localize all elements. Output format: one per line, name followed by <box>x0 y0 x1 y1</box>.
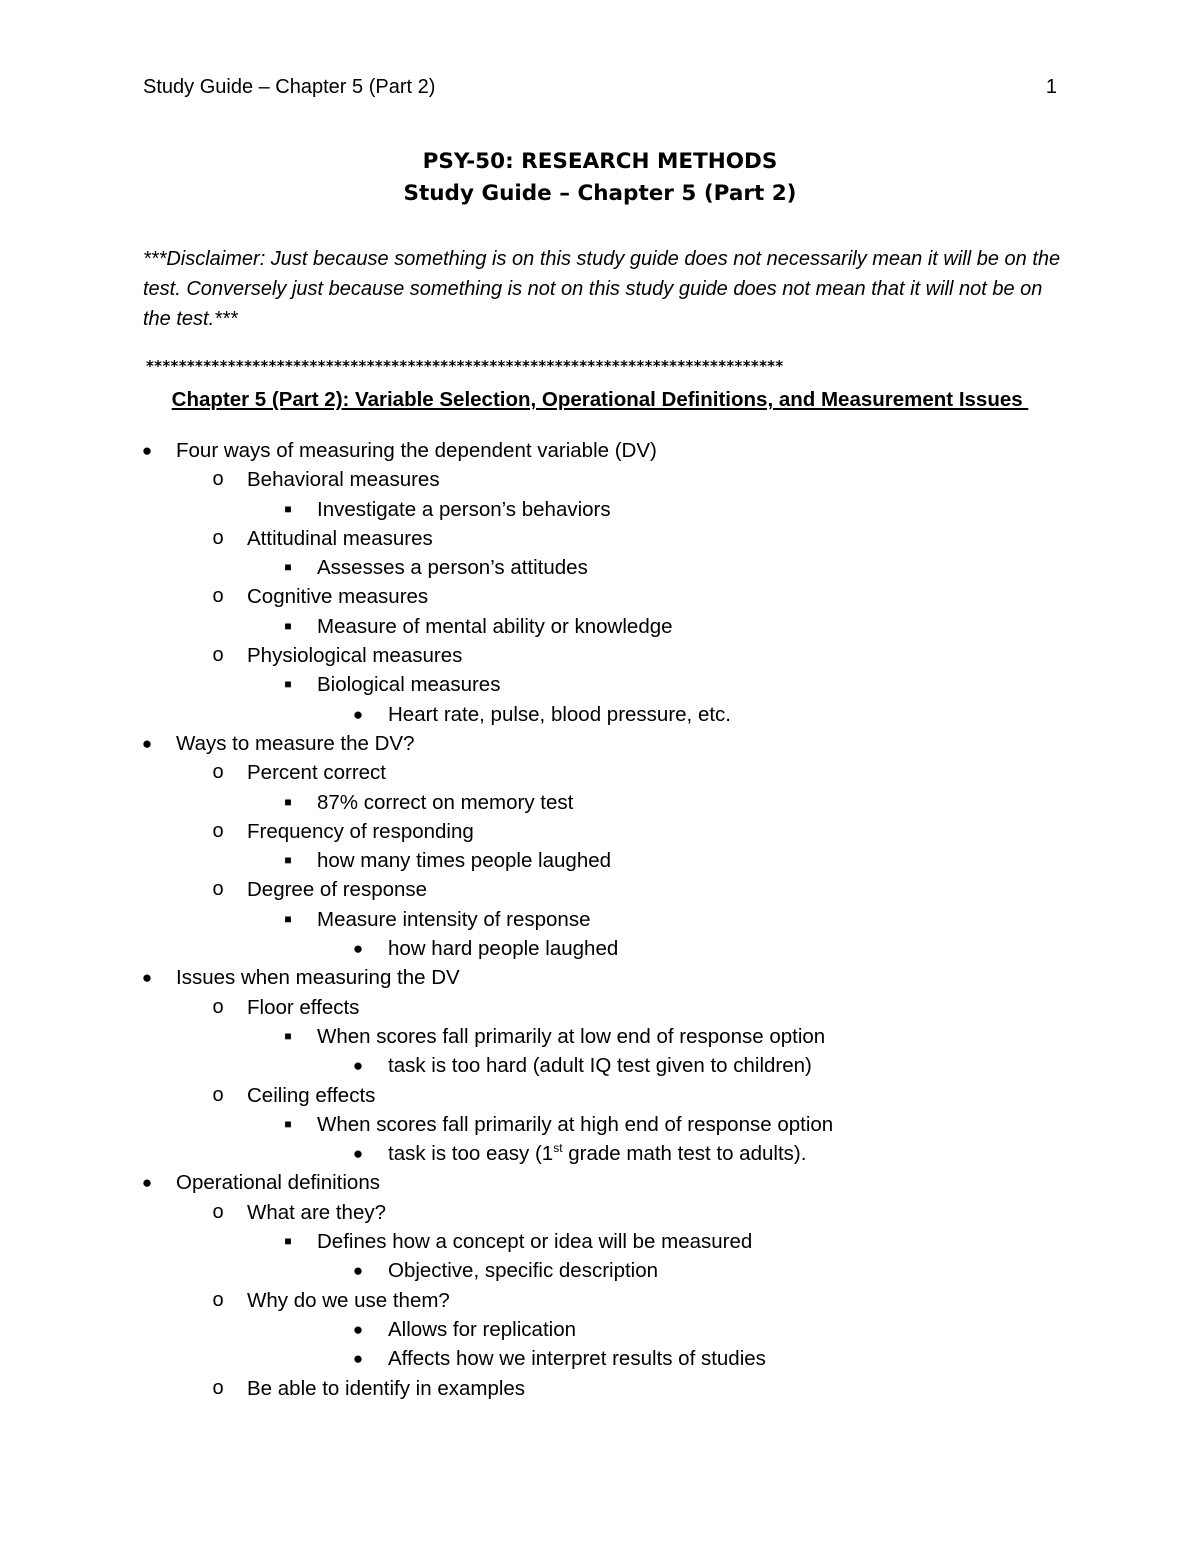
list-item-text: Defines how a concept or idea will be measured <box>317 1230 753 1254</box>
circle-bullet-icon: o <box>212 644 224 667</box>
list-item-text: Allows for replication <box>388 1317 576 1341</box>
square-bullet-icon: ■ <box>284 1234 292 1249</box>
list-item-text: 87% correct on memory test <box>317 790 574 814</box>
list-item-text: When scores fall primarily at high end of response option <box>317 1112 834 1136</box>
circle-bullet-icon: o <box>212 526 224 549</box>
list-item-text: Issues when measuring the DV <box>176 966 460 990</box>
list-item-text: Investigate a person’s behaviors <box>317 497 611 521</box>
outline-list <box>0 436 1200 1403</box>
list-item-text: When scores fall primarily at low end of response option <box>317 1024 826 1048</box>
bullet-icon: ● <box>352 1349 364 1369</box>
list-item-text: Four ways of measuring the dependent variable (DV) <box>176 439 657 462</box>
list-item <box>0 1256 1200 1285</box>
list-item-text: What are they? <box>247 1200 387 1224</box>
list-item <box>0 582 1200 611</box>
square-bullet-icon: ■ <box>284 794 292 809</box>
bullet-icon: ● <box>141 968 153 988</box>
list-item <box>0 817 1200 846</box>
list-item-text: Ways to measure the DV? <box>176 731 415 755</box>
separator-line: ****************************************************************************** <box>146 357 784 375</box>
list-item <box>0 436 1200 465</box>
list-item <box>0 670 1200 699</box>
list-item-text: Heart rate, pulse, blood pressure, etc. <box>388 702 731 726</box>
list-item-text: Behavioral measures <box>247 468 440 492</box>
square-bullet-icon: ■ <box>284 560 292 575</box>
list-item-text: Physiological measures <box>247 644 463 668</box>
bullet-icon: ● <box>352 704 364 724</box>
list-item-text: task is too easy (1st grade math test to adults). <box>388 1141 807 1166</box>
list-item <box>0 1022 1200 1051</box>
list-item <box>0 1227 1200 1256</box>
list-item <box>0 1051 1200 1080</box>
list-item <box>0 524 1200 553</box>
list-item <box>0 553 1200 582</box>
circle-bullet-icon: o <box>212 468 224 491</box>
list-item-text: task is too hard (adult IQ test given to children) <box>388 1054 812 1078</box>
list-item-text: how hard people laughed <box>388 937 619 961</box>
list-item-text: Attitudinal measures <box>247 526 433 550</box>
square-bullet-icon: ■ <box>284 853 292 868</box>
list-item-text: Cognitive measures <box>247 585 429 609</box>
course-title: PSY-50: RESEARCH METHODS <box>422 149 778 174</box>
list-item <box>0 875 1200 904</box>
list-item <box>0 700 1200 729</box>
circle-bullet-icon: o <box>212 878 224 901</box>
circle-bullet-icon: o <box>212 1083 224 1106</box>
list-item <box>0 1198 1200 1227</box>
list-item <box>0 1081 1200 1110</box>
circle-bullet-icon: o <box>212 1288 224 1311</box>
list-item-text: Affects how we interpret results of studies <box>388 1347 766 1371</box>
list-item <box>0 1139 1200 1168</box>
bullet-icon: ● <box>352 939 364 959</box>
bullet-icon: ● <box>352 1261 364 1281</box>
square-bullet-icon: ■ <box>284 618 292 633</box>
list-item-text: Measure intensity of response <box>317 907 591 931</box>
list-item <box>0 612 1200 641</box>
circle-bullet-icon: o <box>212 1200 224 1223</box>
guide-title: Study Guide – Chapter 5 (Part 2) <box>403 181 797 206</box>
document-title <box>0 146 1200 210</box>
bullet-icon: ● <box>141 1173 153 1193</box>
square-bullet-icon: ■ <box>284 1116 292 1131</box>
list-item-text: Percent correct <box>247 761 386 785</box>
section-heading: Chapter 5 (Part 2): Variable Selection, Operational Definitions, and Measurement Issues <box>171 388 1029 411</box>
list-item-text: Floor effects <box>247 995 360 1019</box>
circle-bullet-icon: o <box>212 761 224 784</box>
list-item <box>0 641 1200 670</box>
list-item <box>0 758 1200 787</box>
list-item <box>0 729 1200 758</box>
list-item <box>0 993 1200 1022</box>
list-item <box>0 1168 1200 1197</box>
list-item-text-continued: grade math test to adults). <box>562 1142 807 1166</box>
list-item <box>0 1344 1200 1373</box>
list-item-text: Objective, specific description <box>388 1259 659 1283</box>
circle-bullet-icon: o <box>212 995 224 1018</box>
list-item <box>0 963 1200 992</box>
list-item-text: Why do we use them? <box>247 1288 450 1312</box>
list-item <box>0 846 1200 875</box>
list-item-text: how many times people laughed <box>317 849 612 873</box>
list-item <box>0 934 1200 963</box>
disclaimer: ***Disclaimer: Just because something is on this study guide does not necessarily mean it will be on the test. Conversely just because something is not on this study guide does not mean that it will not be on the test.*** <box>143 248 1061 330</box>
list-item <box>0 495 1200 524</box>
square-bullet-icon: ■ <box>284 911 292 926</box>
circle-bullet-icon: o <box>212 585 224 608</box>
square-bullet-icon: ■ <box>284 677 292 692</box>
list-item <box>0 788 1200 817</box>
list-item <box>0 1110 1200 1139</box>
running-header: Study Guide – Chapter 5 (Part 2) <box>143 76 436 98</box>
bullet-icon: ● <box>141 441 153 460</box>
circle-bullet-icon: o <box>212 1376 224 1399</box>
list-item-text: Biological measures <box>317 673 501 697</box>
list-item <box>0 905 1200 934</box>
list-item <box>0 465 1200 494</box>
square-bullet-icon: ■ <box>284 1028 292 1043</box>
page-number: 1 <box>1045 76 1057 98</box>
square-bullet-icon: ■ <box>284 501 292 516</box>
bullet-icon: ● <box>141 733 153 753</box>
superscript: st <box>553 1141 563 1156</box>
list-item-text: Operational definitions <box>176 1171 380 1195</box>
list-item-text: Assesses a person’s attitudes <box>317 556 588 580</box>
bullet-icon: ● <box>352 1056 364 1076</box>
list-item-text: Degree of response <box>247 878 428 902</box>
list-item <box>0 1315 1200 1344</box>
list-item-text: Frequency of responding <box>247 819 474 843</box>
list-item <box>0 1286 1200 1315</box>
list-item-text: Ceiling effects <box>247 1083 376 1107</box>
circle-bullet-icon: o <box>212 819 224 842</box>
list-item <box>0 1374 1200 1403</box>
bullet-icon: ● <box>352 1144 364 1164</box>
bullet-icon: ● <box>352 1319 364 1339</box>
list-item-text: Measure of mental ability or knowledge <box>317 614 673 638</box>
list-item-text: Be able to identify in examples <box>247 1376 526 1400</box>
